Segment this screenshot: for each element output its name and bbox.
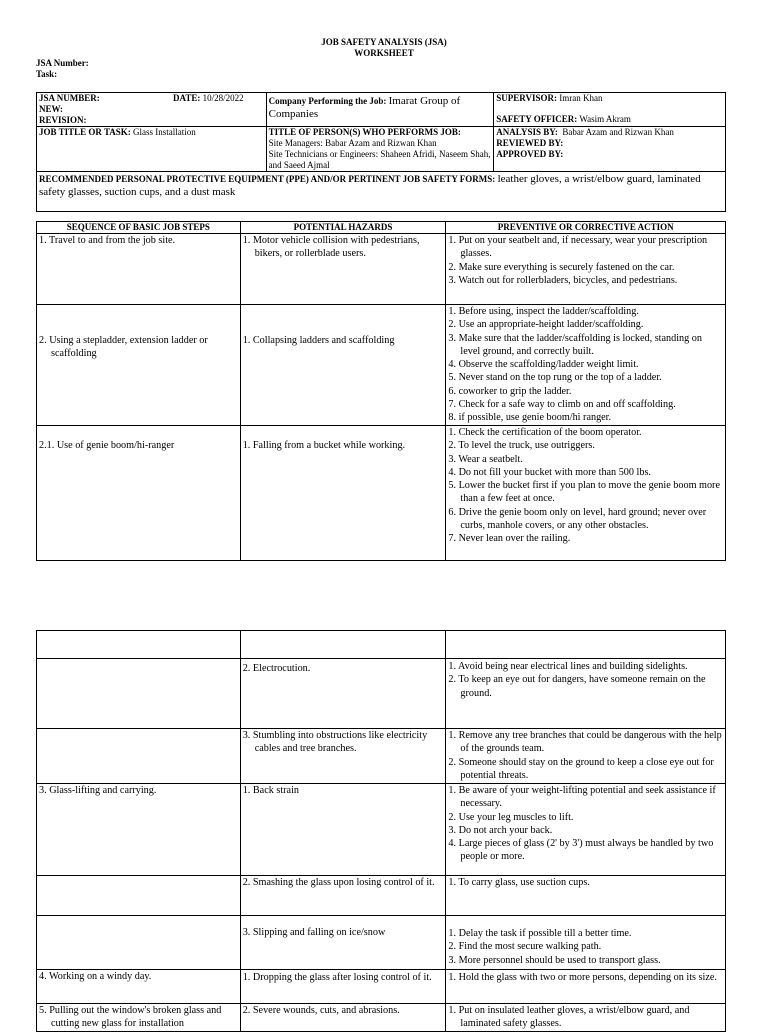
company-value: Imarat Group of Companies <box>268 95 461 120</box>
action-item: 2. Use an appropriate-height ladder/scaffolding. <box>448 319 644 331</box>
job-title-value: Glass Installation <box>133 127 196 137</box>
analysis-value: Babar Azam and Rizwan Khan <box>562 127 674 137</box>
action-cell <box>446 970 726 1004</box>
new-label: NEW: <box>39 104 64 114</box>
reviewed-label: REVIEWED BY: <box>496 138 564 148</box>
hazard-text: 3. Stumbling into obstructions like electricity cables and tree branches. <box>242 730 428 755</box>
table-row <box>37 784 726 876</box>
action-item: 3. Watch out for rollerbladers, bicycles, and pedestrians. <box>448 274 678 286</box>
jsa-steps-table-continued <box>36 630 726 1032</box>
column-header-hazards: POTENTIAL HAZARDS <box>240 222 446 234</box>
persons-label: TITLE OF PERSON(S) WHO PERFORMS JOB: <box>268 127 461 137</box>
safety-officer-label: SAFETY OFFICER: <box>496 114 578 124</box>
action-list <box>448 916 723 967</box>
action-cell <box>446 729 726 784</box>
hazard-text: 1. Falling from a bucket while working. <box>242 440 406 451</box>
hazard-text: 1. Motor vehicle collision with pedestrians, bikers, or rollerblade users. <box>242 235 420 260</box>
jsa-steps-table <box>36 221 726 561</box>
hazard-cell <box>240 916 446 970</box>
ppe-value: leather gloves, a wrist/elbow guard, laminated safety glasses, suction cups, and a dust mask <box>39 173 701 198</box>
action-item: 2. Make sure everything is securely fastened on the car. <box>448 261 675 273</box>
persons-cell <box>266 127 494 172</box>
table-row <box>37 916 726 970</box>
ppe-cell <box>37 172 726 212</box>
action-list <box>448 305 723 425</box>
action-item: 1. Delay the task if possible till a better time. <box>448 928 632 939</box>
table-row <box>37 970 726 1004</box>
action-item: 2. Someone should stay on the ground to keep a close eye out for potential threats. <box>448 756 714 781</box>
action-list <box>448 876 723 889</box>
action-cell <box>446 1004 726 1032</box>
blank-cell <box>37 631 241 659</box>
job-step-cell <box>37 1004 241 1032</box>
job-step-cell <box>37 659 241 729</box>
column-header-steps: SEQUENCE OF BASIC JOB STEPS <box>37 222 241 234</box>
action-list <box>448 234 723 287</box>
action-cell <box>446 916 726 970</box>
persons-technicians: Site Technicians or Engineers: Shaheen Afridi, Naseem Shah, and Saeed Ajmal <box>268 149 491 170</box>
action-item: 6. Drive the genie boom only on level, hard ground; never over curbs, manhole covers, or any other obstacles. <box>448 506 707 532</box>
approved-label: APPROVED BY: <box>496 149 564 159</box>
table-row <box>37 729 726 784</box>
job-step-cell <box>37 970 241 1004</box>
hazard-cell <box>240 729 446 784</box>
job-step-cell <box>37 729 241 784</box>
action-cell <box>446 876 726 916</box>
hazard-cell <box>240 234 446 305</box>
subtitle-line: WORKSHEET <box>354 48 414 58</box>
action-cell <box>446 426 726 561</box>
job-step-text: 3. Glass-lifting and carrying. <box>39 785 157 796</box>
job-step-cell <box>37 916 241 970</box>
action-item: 3. Make sure that the ladder/scaffolding is locked, standing on level ground, and correctly built. <box>448 332 702 357</box>
action-cell <box>446 784 726 876</box>
task-label: Task: <box>36 69 58 79</box>
action-item: 5. Never stand on the top rung or the top of a ladder. <box>448 372 662 384</box>
action-list <box>448 729 723 782</box>
action-item: 4. Do not fill your bucket with more than 500 lbs. <box>448 466 651 478</box>
action-cell <box>446 234 726 305</box>
action-item: 1. Hold the glass with two or more persons, depending on its size. <box>448 972 717 983</box>
analysis-label: ANALYSIS BY: <box>496 127 558 137</box>
table-row <box>37 426 726 561</box>
date-label: DATE: <box>173 93 201 103</box>
hazard-cell <box>240 1004 446 1032</box>
supervisor-cell <box>494 93 726 127</box>
hazard-text: 2. Smashing the glass upon losing control of it. <box>242 877 435 888</box>
action-item: 1. To carry glass, use suction cups. <box>448 877 590 888</box>
action-item: 1. Check the certification of the boom operator. <box>448 427 642 438</box>
action-item: 1. Put on your seatbelt and, if necessary, wear your prescription glasses. <box>448 235 708 260</box>
safety-officer-value: Wasim Akram <box>579 114 631 124</box>
company-label: Company Performing the Job: <box>268 96 387 106</box>
jsa-number-label: JSA NUMBER: <box>39 93 100 103</box>
job-step-cell <box>37 784 241 876</box>
table-row <box>37 305 726 426</box>
revision-label: REVISION: <box>39 115 87 125</box>
job-title-label: JOB TITLE OR TASK: <box>39 127 131 137</box>
action-item: 7. Never lean over the railing. <box>448 533 571 545</box>
action-list <box>448 970 723 984</box>
document-title <box>0 37 768 59</box>
hazard-text: 3. Slipping and falling on ice/snow <box>242 927 386 938</box>
action-item: 2. To keep an eye out for dangers, have someone remain on the ground. <box>448 674 706 699</box>
hazard-cell <box>240 305 446 426</box>
action-item: 1. Avoid being near electrical lines and building sidelights. <box>448 661 688 672</box>
action-item: 1. Remove any tree branches that could be dangerous with the help of the grounds team. <box>448 730 722 755</box>
table-row <box>37 234 726 305</box>
hazard-text: 1. Dropping the glass after losing control of it. <box>242 972 432 983</box>
action-list <box>448 426 723 546</box>
title-line: JOB SAFETY ANALYSIS (JSA) <box>321 37 447 47</box>
action-item: 3. Do not arch your back. <box>448 824 553 836</box>
job-step-text: 1. Travel to and from the job site. <box>39 235 176 246</box>
action-item: 2. Use your leg muscles to lift. <box>448 811 574 823</box>
hazard-cell <box>240 876 446 916</box>
jsa-number-label: JSA Number: <box>36 58 89 68</box>
blank-cell <box>240 631 446 659</box>
company-cell <box>266 93 494 127</box>
action-item: 2. To level the truck, use outriggers. <box>448 440 595 452</box>
job-step-cell <box>37 305 241 426</box>
action-item: 1. Put on insulated leather gloves, a wrist/elbow guard, and laminated safety glasses. <box>448 1005 690 1030</box>
analysis-cell <box>494 127 726 172</box>
persons-managers: Site Managers: Babar Azam and Rizwan Khan <box>268 138 437 148</box>
hazard-cell <box>240 970 446 1004</box>
hazard-cell <box>240 426 446 561</box>
job-step-text: 4. Working on a windy day. <box>39 971 152 982</box>
job-step-cell <box>37 876 241 916</box>
action-item: 5. Lower the bucket first if you plan to move the genie boom more than a few feet at once. <box>448 480 720 505</box>
job-step-text: 2.1. Use of genie boom/hi-ranger <box>39 440 175 451</box>
action-item: 8. if possible, use genie boom/hi ranger. <box>448 412 612 424</box>
action-item: 3. Wear a seatbelt. <box>448 453 523 465</box>
supervisor-label: SUPERVISOR: <box>496 93 557 103</box>
job-title-cell <box>37 127 267 172</box>
hazard-text: 1. Back strain <box>242 785 300 796</box>
column-header-actions: PREVENTIVE OR CORRECTIVE ACTION <box>446 222 726 234</box>
ppe-label: RECOMMENDED PERSONAL PROTECTIVE EQUIPMENT (PPE) AND/OR PERTINENT JOB SAFETY FORMS: <box>39 174 496 184</box>
action-item: 4. Large pieces of glass (2' by 3') must always be handled by two people or more. <box>448 838 714 863</box>
hazard-text: 2. Severe wounds, cuts, and abrasions. <box>242 1005 400 1016</box>
table-row <box>37 876 726 916</box>
action-list <box>448 1004 723 1031</box>
job-step-text: 2. Using a stepladder, extension ladder or scaffolding <box>39 335 208 360</box>
job-step-cell <box>37 426 241 561</box>
action-item: 2. Find the most secure walking path. <box>448 941 602 953</box>
job-step-cell <box>37 234 241 305</box>
action-item: 3. More personnel should be used to transport glass. <box>448 954 661 966</box>
action-item: 6. coworker to grip the ladder. <box>448 385 572 397</box>
action-item: 4. Observe the scaffolding/ladder weight limit. <box>448 359 639 371</box>
jsa-number-cell <box>37 93 267 127</box>
action-list <box>448 784 723 864</box>
header-table <box>36 92 726 212</box>
supervisor-value: Imran Khan <box>559 93 603 103</box>
hazard-cell <box>240 784 446 876</box>
action-item: 1. Before using, inspect the ladder/scaffolding. <box>448 306 639 317</box>
date-value: 10/28/2022 <box>202 93 244 103</box>
table-row <box>37 659 726 729</box>
job-step-text: 5. Pulling out the window's broken glass and cutting new glass for installation <box>39 1005 222 1030</box>
hazard-text: 1. Collapsing ladders and scaffolding <box>242 335 395 346</box>
hazard-text: 2. Electrocution. <box>242 663 311 674</box>
action-list <box>448 659 723 700</box>
blank-cell <box>446 631 726 659</box>
action-cell <box>446 305 726 426</box>
hazard-cell <box>240 659 446 729</box>
action-cell <box>446 659 726 729</box>
table-row <box>37 1004 726 1032</box>
action-item: 1. Be aware of your weight-lifting potential and seek assistance if necessary. <box>448 785 716 810</box>
action-item: 7. Check for a safe way to climb on and off scaffolding. <box>448 399 676 411</box>
